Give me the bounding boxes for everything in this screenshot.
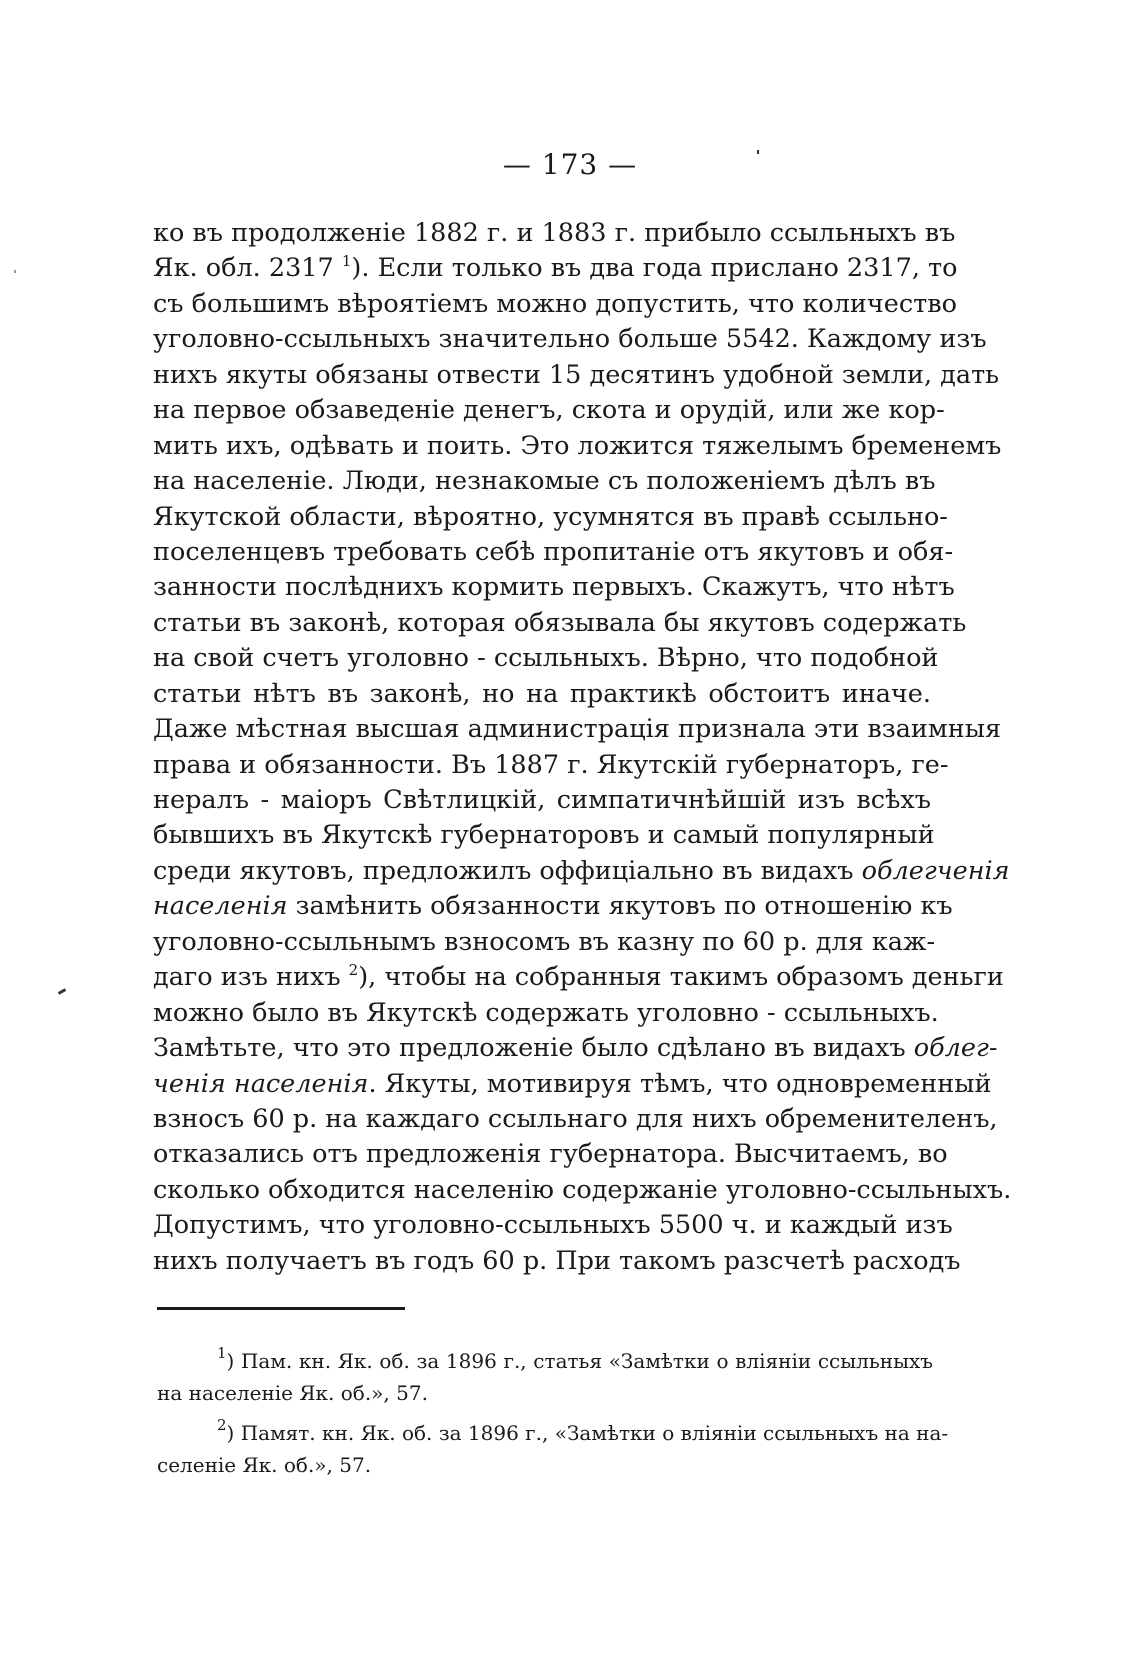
text-line: статьи нѣтъ въ законѣ, но на практикѣ обстоитъ иначе. <box>153 678 931 709</box>
text-line: уголовно-ссыльныхъ значительно больше 5542. Каждому изъ <box>153 324 987 355</box>
footnote-2-cont: селеніе Як. об.», 57. <box>157 1453 372 1477</box>
emphasis: облегченія <box>861 855 1010 886</box>
text-line: среди якутовъ, предложилъ оффиціально въ видахъ облегченія <box>153 855 1010 886</box>
text-line: поселенцевъ требовать себѣ пропитаніе отъ якутовъ и обя- <box>153 536 954 567</box>
text-line: статьи въ законѣ, которая обязывала бы якутовъ содержать <box>153 607 967 638</box>
scan-speck <box>58 988 66 995</box>
scan-speck <box>757 150 759 154</box>
text-line: на первое обзаведеніе денегъ, скота и орудій, или же кор- <box>153 395 945 426</box>
footnote-1-cont: на населеніе Як. об.», 57. <box>157 1381 428 1405</box>
footnote-ref: 2 <box>348 961 359 980</box>
footnote-mark: 2 <box>217 1416 227 1434</box>
footnotes <box>157 1344 949 1481</box>
footnote-1: $^1$) Пам. кн. Як. об. за 1896 г., статья «Замѣтки о вліяніи ссыльныхъ <box>217 1344 933 1373</box>
text-line: занности послѣднихъ кормить первыхъ. Скажутъ, что нѣтъ <box>153 572 955 603</box>
text-line: населенія замѣнить обязанности якутовъ по отношенію къ <box>153 891 953 922</box>
text-line: Допустимъ, что уголовно-ссыльныхъ 5500 ч. и каждый изъ <box>153 1210 953 1241</box>
text-line: даго изъ нихъ $^2$), чтобы на собранныя такимъ образомъ деньги <box>153 961 1004 993</box>
text-line: Даже мѣстная высшая администрація признала эти взаимныя <box>153 714 1002 745</box>
text-line: нералъ - маіоръ Свѣтлицкій, симпатичнѣйшій изъ всѣхъ <box>153 785 931 815</box>
emphasis: ченія населенія <box>153 1068 369 1099</box>
text-line: ченія населенія. Якуты, мотивируя тѣмъ, что одновременный <box>153 1068 992 1099</box>
text-line: взносъ 60 р. на каждаго ссыльнаго для нихъ обременителенъ, <box>153 1103 998 1134</box>
text-line: бывшихъ въ Якутскѣ губернаторовъ и самый популярный <box>153 820 935 851</box>
main-text <box>153 216 1012 1279</box>
text-line: сколько обходится населенію содержаніе уголовно-ссыльныхъ. <box>153 1174 1012 1205</box>
text-line: нихъ получаетъ въ годъ 60 р. При такомъ разсчетѣ расходъ <box>153 1245 961 1276</box>
page-number: — 173 — <box>502 148 638 181</box>
text-line: уголовно-ссыльнымъ взносомъ въ казну по 60 р. для каж- <box>153 926 936 957</box>
text-line: съ большимъ вѣроятіемъ можно допустить, что количество <box>153 288 957 319</box>
footnote-divider <box>157 1307 405 1310</box>
emphasis: населенія <box>153 891 288 922</box>
text-line: ко въ продолженіе 1882 г. и 1883 г. прибыло ссыльныхъ въ <box>153 218 956 248</box>
footnote-ref: 1 <box>341 252 352 271</box>
text-line: Як. обл. 2317 $^1$). Если только въ два года прислано 2317, то <box>153 252 958 284</box>
emphasis: облег- <box>913 1033 998 1064</box>
text-line: права и обязанности. Въ 1887 г. Якутскій губернаторъ, ге- <box>153 749 949 780</box>
text-line: нихъ якуты обязаны отвести 15 десятинъ удобной земли, дать <box>153 359 1000 390</box>
text-line: можно было въ Якутскѣ содержать уголовно - ссыльныхъ. <box>153 997 939 1028</box>
text-line: мить ихъ, одѣвать и поить. Это ложится тяжелымъ бременемъ <box>153 430 1002 461</box>
text-line: Замѣтьте, что это предложеніе было сдѣлано въ видахъ облег- <box>153 1033 998 1064</box>
footnote-mark: 1 <box>217 1344 227 1362</box>
scan-speck <box>14 270 16 273</box>
text-line: отказались отъ предложенія губернатора. Высчитаемъ, во <box>153 1139 948 1170</box>
text-line: на свой счетъ уголовно - ссыльныхъ. Вѣрно, что подобной <box>153 643 939 674</box>
footnote-2: $^2$) Памят. кн. Як. об. за 1896 г., «Замѣтки о вліяніи ссыльныхъ на на- <box>217 1416 949 1445</box>
text-line: на населеніе. Люди, незнакомые съ положеніемъ дѣлъ въ <box>153 466 936 497</box>
text-line: Якутской области, вѣроятно, усумнятся въ правѣ ссыльно- <box>153 501 948 532</box>
